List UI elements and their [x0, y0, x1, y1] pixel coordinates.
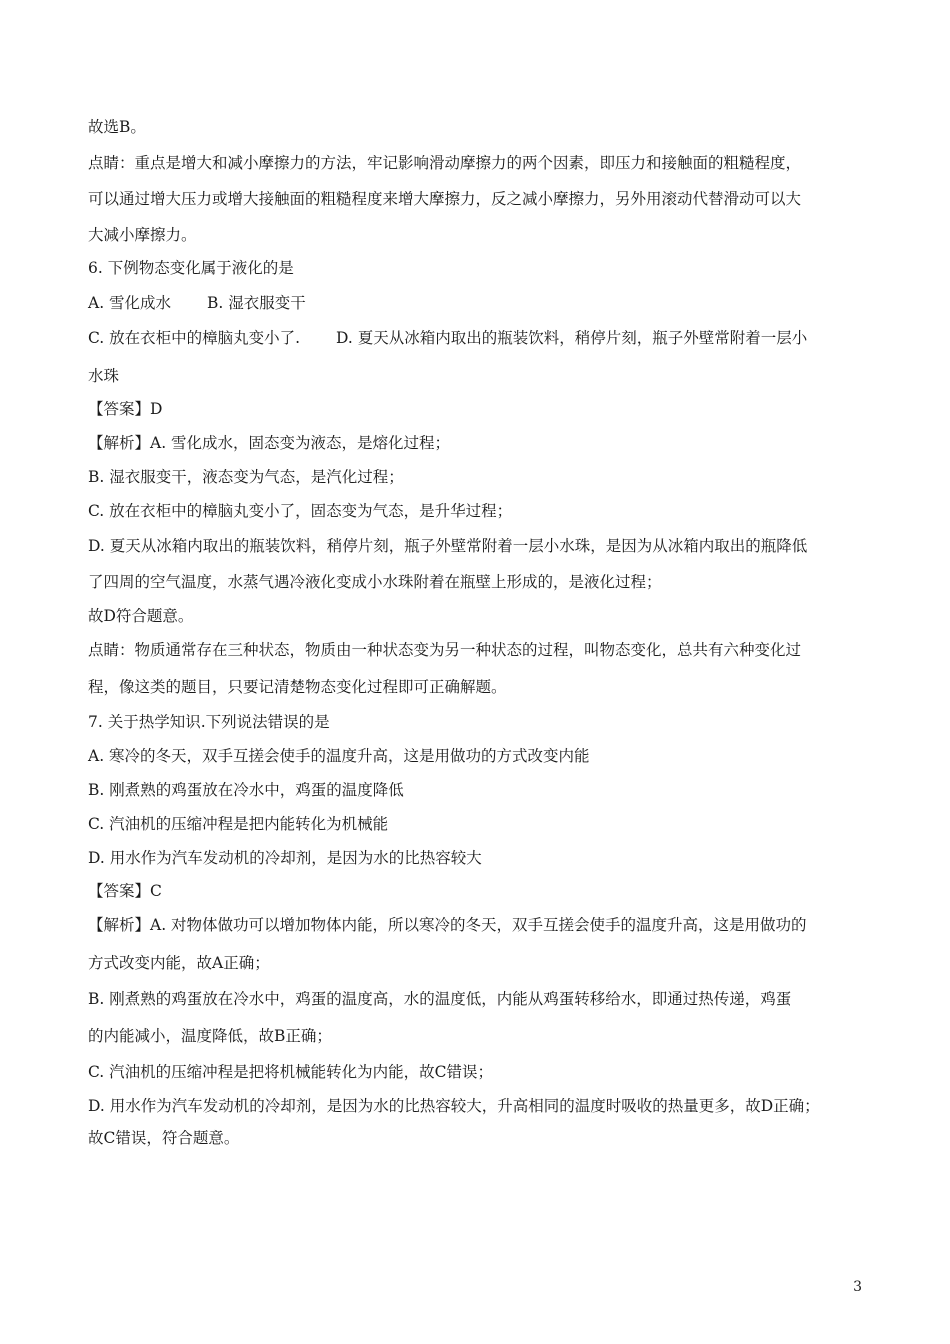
- option-line: C. 放在衣柜中的樟脑丸变小了. D. 夏天从冰箱内取出的瓶装饮料，稍停片刻，瓶子外壁常附着一层小: [88, 329, 808, 347]
- analysis-line: C. 放在衣柜中的樟脑丸变小了，固态变为气态，是升华过程；: [88, 502, 513, 520]
- analysis-line: 故C错误，符合题意。: [88, 1129, 240, 1147]
- analysis-line: D. 夏天从冰箱内取出的瓶装饮料，稍停片刻，瓶子外壁常附着一层小水珠，是因为从冰箱内取出的瓶降低: [88, 537, 808, 555]
- question-stem: 6. 下例物态变化属于液化的是: [88, 259, 294, 277]
- option-line: 水珠: [88, 367, 120, 385]
- option-line: B. 刚煮熟的鸡蛋放在冷水中，鸡蛋的温度降低: [88, 781, 404, 799]
- option-line: D. 用水作为汽车发动机的冷却剂，是因为水的比热容较大: [88, 849, 482, 867]
- analysis-line: 故D符合题意。: [88, 607, 194, 625]
- page-number: 3: [853, 1279, 862, 1295]
- analysis-line: D. 用水作为汽车发动机的冷却剂，是因为水的比热容较大，升高相同的温度时吸收的热量更多，故D正确；: [88, 1097, 820, 1115]
- question-stem: 7. 关于热学知识.下列说法错误的是: [88, 713, 330, 731]
- analysis-line: 方式改变内能，故A正确；: [88, 954, 270, 972]
- analysis-line: 的内能减小，温度降低，故B正确；: [88, 1027, 332, 1045]
- option-line: A. 雪化成水 B. 湿衣服变干: [88, 294, 306, 312]
- analysis-line: B. 刚煮熟的鸡蛋放在冷水中，鸡蛋的温度高，水的温度低，内能从鸡蛋转移给水，即通过热传递，鸡蛋: [88, 990, 792, 1008]
- analysis-line: B. 湿衣服变干，液态变为气态，是汽化过程；: [88, 468, 404, 486]
- answer-line: 【答案】C: [88, 882, 162, 900]
- text-line: 故选B。: [88, 118, 146, 136]
- analysis-line: 【解析】A. 对物体做功可以增加物体内能，所以寒冷的冬天，双手互搓会使手的温度升高，这是用做功的: [88, 916, 807, 934]
- analysis-line: 了四周的空气温度，水蒸气遇冷液化变成小水珠附着在瓶壁上形成的，是液化过程；: [88, 573, 662, 591]
- option-line: A. 寒冷的冬天，双手互搓会使手的温度升高，这是用做功的方式改变内能: [88, 747, 590, 765]
- option-line: C. 汽油机的压缩冲程是把内能转化为机械能: [88, 815, 389, 833]
- text-line: 点睛：物质通常存在三种状态，物质由一种状态变为另一种状态的过程，叫物态变化，总共有六种变化过: [88, 641, 802, 659]
- analysis-line: 【解析】A. 雪化成水，固态变为液态，是熔化过程；: [88, 434, 451, 452]
- text-line: 可以通过增大压力或增大接触面的粗糙程度来增大摩擦力，反之减小摩擦力，另外用滚动代替滑动可以大: [88, 190, 802, 208]
- answer-line: 【答案】D: [88, 400, 163, 418]
- text-line: 程，像这类的题目，只要记清楚物态变化过程即可正确解题。: [88, 678, 507, 696]
- text-line: 点睛：重点是增大和减小摩擦力的方法，牢记影响滑动摩擦力的两个因素，即压力和接触面的粗糙程度，: [88, 154, 802, 172]
- text-line: 大减小摩擦力。: [88, 226, 197, 244]
- analysis-line: C. 汽油机的压缩冲程是把将机械能转化为内能，故C错误；: [88, 1063, 494, 1081]
